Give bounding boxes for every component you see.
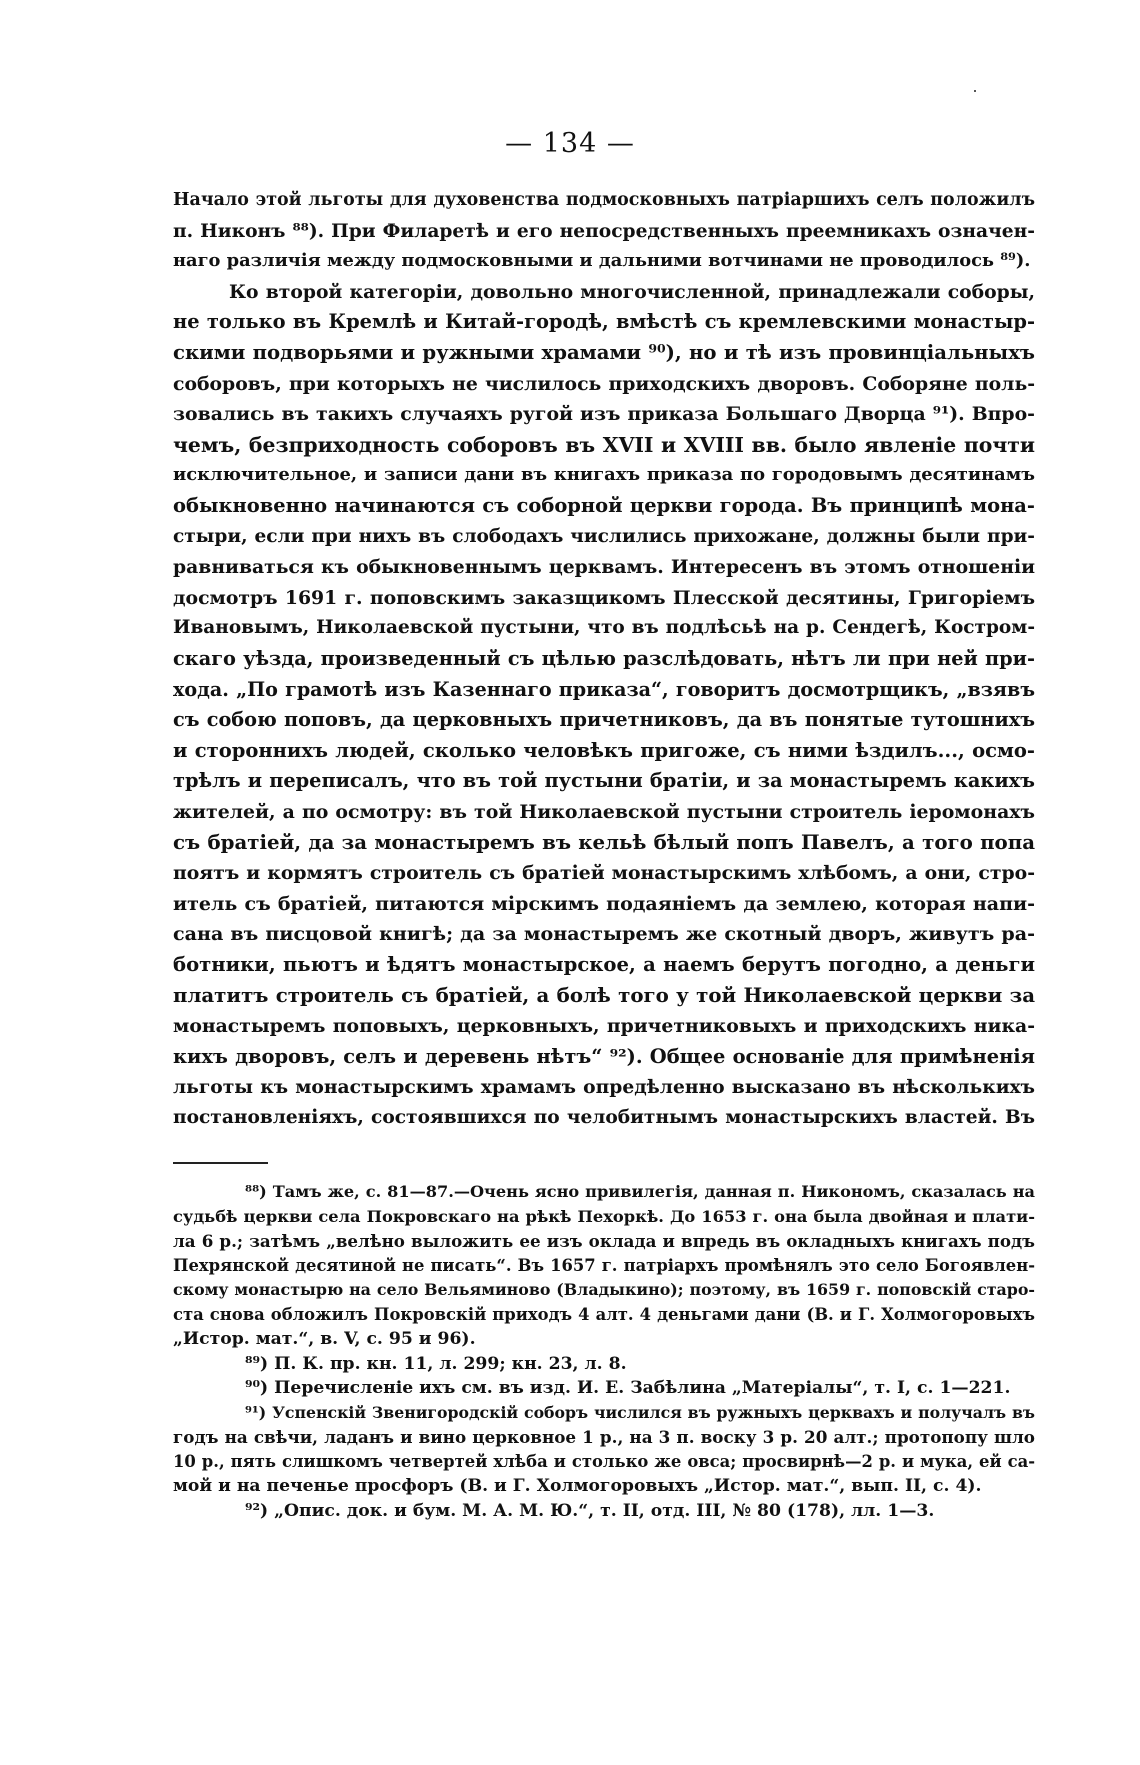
main-text bbox=[173, 185, 1035, 1133]
text-line: обыкновенно начинаются съ соборной церкви города. Въ принципѣ мона- bbox=[173, 493, 1035, 517]
text-line: соборовъ, при которыхъ не числилось приходскихъ дворовъ. Соборяне поль- bbox=[173, 372, 1035, 395]
text-line: съ собою поповъ, да церковныхъ причетниковъ, да въ понятые тутошнихъ bbox=[173, 708, 1035, 732]
footnote-line: ⁹⁰) Перечисленіе ихъ см. въ изд. И. Е. Забѣлина „Матеріалы“, т. I, с. 1—221. bbox=[245, 1378, 1011, 1398]
text-line: платитъ строитель съ братіей, а болѣ того у той Николаевской церкви за bbox=[173, 983, 1035, 1008]
scan-speck bbox=[974, 90, 976, 92]
footnote-line: судьбѣ церкви села Покровскаго на рѣкѣ Пехоркѣ. До 1653 г. она была двойная и плати- bbox=[173, 1206, 1035, 1226]
text-line: ботники, пьютъ и ѣдятъ монастырское, а наемъ берутъ погодно, а деньги bbox=[173, 952, 1035, 976]
footnotes bbox=[173, 1180, 1035, 1523]
footnote-line: „Истор. мат.“, в. V, с. 95 и 96). bbox=[173, 1329, 476, 1349]
footnote-line: ста снова обложилъ Покровскій приходъ 4 алт. 4 деньгами дани (В. и Г. Холмогоровыхъ bbox=[173, 1304, 1035, 1324]
text-line: исключительное, и записи дани въ книгахъ приказа по городовымъ десятинамъ bbox=[173, 464, 1035, 486]
footnote-line: ⁹¹) Успенскій Звенигородскій соборъ числился въ ружныхъ церквахъ и получалъ въ bbox=[245, 1402, 1035, 1422]
text-line: Ко второй категоріи, довольно многочисленной, принадлежали соборы, bbox=[229, 280, 1035, 303]
text-line: хода. „По грамотѣ изъ Казеннаго приказа“, говоритъ досмотрщикъ, „взявъ bbox=[173, 677, 1035, 701]
text-line: равниваться къ обыкновеннымъ церквамъ. Интересенъ въ этомъ отношеніи bbox=[173, 556, 1035, 579]
text-line: Начало этой льготы для духовенства подмосковныхъ патріаршихъ селъ положилъ bbox=[173, 190, 1035, 210]
text-line: итель съ братіей, питаются мірскимъ подаяніемъ да землею, которая напи- bbox=[173, 892, 1035, 915]
text-line: постановленіяхъ, состоявшихся по челобитнымъ монастырскихъ властей. Въ bbox=[173, 1106, 1035, 1128]
footnote-line: ⁸⁹) П. К. пр. кн. 11, л. 299; кн. 23, л. 8. bbox=[245, 1353, 627, 1374]
text-line: Ивановымъ, Николаевской пустыни, что въ подлѣсьѣ на р. Сендегѣ, Костром- bbox=[173, 617, 1035, 639]
footnote-line: ⁸⁸) Тамъ же, с. 81—87.—Очень ясно привилегія, данная п. Никономъ, сказалась на bbox=[245, 1182, 1035, 1201]
footnote-line: ла 6 р.; затѣмъ „велѣно выложить ее изъ оклада и впредь въ окладныхъ книгахъ подъ bbox=[173, 1231, 1035, 1251]
text-line: наго различія между подмосковными и дальними вотчинами не проводилось ⁸⁹). bbox=[173, 250, 1031, 272]
text-line: монастыремъ поповыхъ, церковныхъ, причетниковыхъ и приходскихъ ника- bbox=[173, 1015, 1035, 1038]
text-line: зовались въ такихъ случаяхъ ругой изъ приказа Большаго Дворца ⁹¹). Впро- bbox=[173, 403, 1035, 426]
text-line: чемъ, безприходность соборовъ въ XVII и XVIII вв. было явленіе почти bbox=[173, 432, 1035, 457]
text-line: жителей, а по осмотру: въ той Николаевской пустыни строитель іеромонахъ bbox=[173, 800, 1035, 823]
text-line: скаго уѣзда, произведенный съ цѣлью разслѣдовать, нѣтъ ли при ней при- bbox=[173, 646, 1035, 670]
text-line: досмотръ 1691 г. поповскимъ заказщикомъ Плесской десятины, Григоріемъ bbox=[173, 586, 1035, 609]
text-line: льготы къ монастырскимъ храмамъ опредѣленно высказано въ нѣсколькихъ bbox=[173, 1076, 1035, 1099]
text-line: не только въ Кремлѣ и Китай-городѣ, вмѣстѣ съ кремлевскими монастыр- bbox=[173, 310, 1035, 334]
footnote-line: 10 р., пять слишкомъ четвертей хлѣба и столько же овса; просвирнѣ—2 р. и мука, ей са- bbox=[173, 1451, 1035, 1471]
text-line: кихъ дворовъ, селъ и деревень нѣтъ“ ⁹²). Общее основаніе для примѣненія bbox=[173, 1044, 1035, 1068]
text-line: скими подворьями и ружными храмами ⁹⁰), но и тѣ изъ провинціальныхъ bbox=[173, 340, 1035, 364]
footnote-divider bbox=[173, 1162, 268, 1164]
text-line: сана въ писцовой книгѣ; да за монастыремъ же скотный дворъ, живутъ ра- bbox=[173, 923, 1035, 946]
text-line: и стороннихъ людей, сколько человѣкъ пригоже, съ ними ѣздилъ..., осмо- bbox=[173, 738, 1035, 762]
text-line: п. Никонъ ⁸⁸). При Филаретѣ и его непосредственныхъ преемникахъ означен- bbox=[173, 219, 1035, 242]
footnote-line: мой и на печенье просфоръ (В. и Г. Холмогоровыхъ „Истор. мат.“, вып. II, с. 4). bbox=[173, 1476, 982, 1496]
footnote-line: годъ на свѣчи, ладанъ и вино церковное 1 р., на 3 п. воску 3 р. 20 алт.; протопопу шло bbox=[173, 1427, 1035, 1447]
text-line: трѣлъ и переписалъ, что въ той пустыни братіи, и за монастыремъ какихъ bbox=[173, 769, 1035, 793]
footnote-line: Пехрянской десятиной не писать“. Въ 1657 г. патріархъ промѣнялъ это село Богоявлен- bbox=[173, 1255, 1035, 1275]
text-line: поятъ и кормятъ строитель съ братіей монастырскимъ хлѣбомъ, а они, стро- bbox=[173, 862, 1035, 885]
text-line: съ братіей, да за монастыремъ въ кельѣ бѣлый попъ Павелъ, а того попа bbox=[173, 830, 1035, 855]
footnote-line: ⁹²) „Опис. док. и бум. М. А. М. Ю.“, т. II, отд. III, № 80 (178), лл. 1—3. bbox=[245, 1500, 935, 1521]
page-number: — 134 — bbox=[505, 128, 635, 159]
text-line: стыри, если при нихъ въ слободахъ числились прихожане, должны были при- bbox=[173, 525, 1035, 547]
footnote-line: скому монастырю на село Вельяминово (Владыкино); поэтому, въ 1659 г. поповскій старо- bbox=[173, 1280, 1035, 1299]
